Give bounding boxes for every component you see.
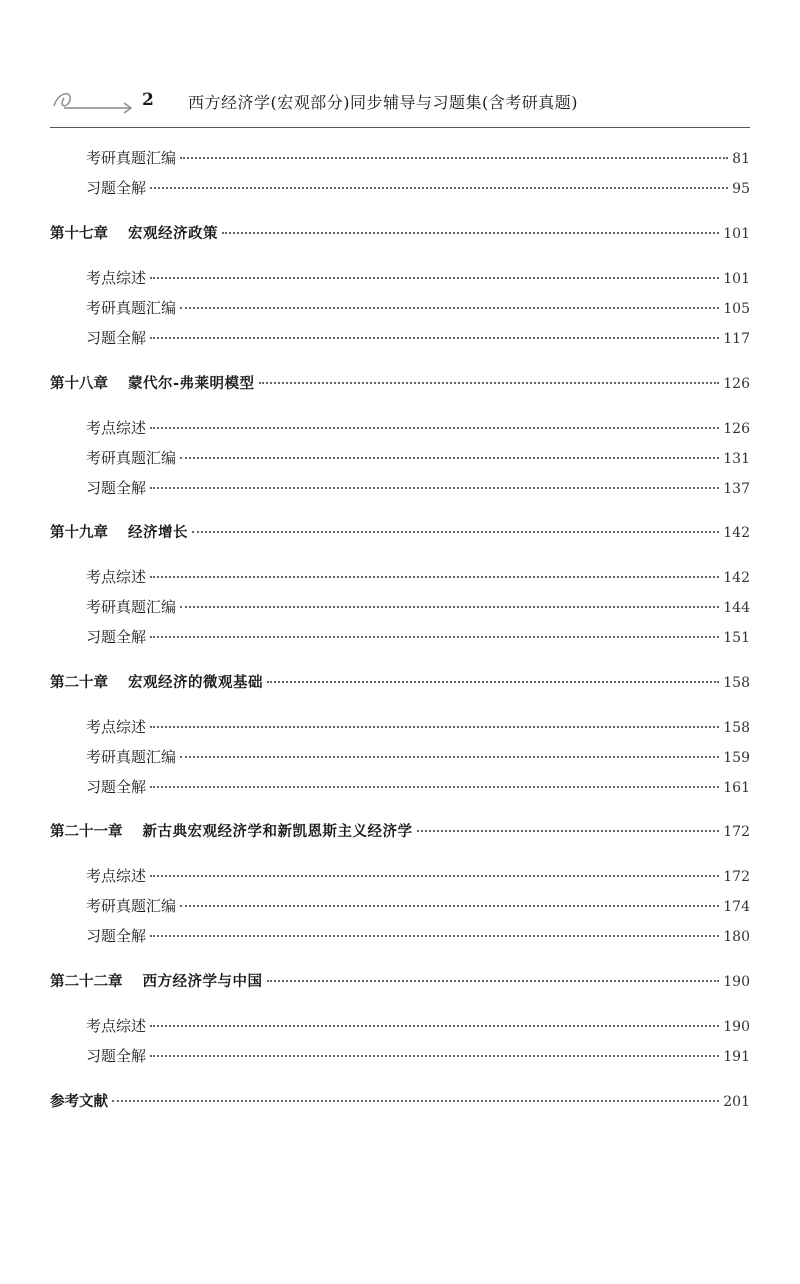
toc-entry[interactable]	[86, 925, 750, 947]
chapter-title: 宏观经济政策	[128, 226, 218, 242]
toc-entry-label: 考研真题汇编	[86, 449, 177, 467]
chapter-number: 第十九章	[50, 525, 108, 541]
dot-leader	[417, 830, 720, 832]
toc-entry-label: 考研真题汇编	[86, 897, 177, 915]
toc-entry[interactable]	[86, 865, 750, 887]
toc-page-number: 190	[723, 1019, 750, 1035]
chapter-number: 第二十二章	[50, 974, 123, 990]
dot-leader	[150, 487, 719, 489]
dot-leader	[150, 636, 719, 638]
dot-leader	[150, 1025, 719, 1027]
toc-page-number: 101	[723, 226, 750, 242]
toc-entry[interactable]	[86, 895, 750, 917]
dot-leader	[267, 980, 720, 982]
toc-page-number: 172	[723, 824, 750, 840]
toc-entry-label: 习题全解	[86, 179, 147, 197]
dot-leader	[180, 606, 719, 608]
chapter-title: 新古典宏观经济学和新凯恩斯主义经济学	[142, 824, 413, 840]
toc-entry-label: 考研真题汇编	[86, 299, 177, 317]
chapter-number: 第十七章	[50, 226, 108, 242]
chapter-number: 第二十一章	[50, 824, 123, 840]
chapter-number: 第十八章	[50, 376, 108, 392]
chapter-title: 宏观经济的微观基础	[128, 675, 263, 691]
toc-entry-label: 考点综述	[86, 867, 147, 885]
dot-leader	[180, 756, 719, 758]
toc-page-number: 174	[723, 899, 750, 915]
toc-entry[interactable]	[86, 626, 750, 648]
dot-leader	[267, 681, 719, 683]
dot-leader	[192, 531, 719, 533]
running-title: 西方经济学(宏观部分)同步辅导与习题集(含考研真题)	[188, 93, 578, 112]
toc-page-number: 190	[723, 974, 750, 990]
toc-entry-label: 习题全解	[86, 628, 147, 646]
toc-entry-label: 考研真题汇编	[86, 149, 177, 167]
toc-page-number: 191	[723, 1049, 750, 1065]
chapter-title: 蒙代尔-弗莱明模型	[128, 376, 255, 392]
dot-leader	[150, 427, 719, 429]
chapter-title: 经济增长	[128, 525, 188, 541]
toc-entry[interactable]	[86, 177, 750, 199]
arrow-ornament-icon	[50, 86, 140, 114]
toc-entry[interactable]	[86, 596, 750, 618]
toc-entry[interactable]	[86, 417, 750, 439]
toc-chapter[interactable]	[50, 222, 750, 244]
dot-leader	[180, 457, 719, 459]
toc-entry[interactable]	[86, 566, 750, 588]
toc-page-number: 131	[723, 451, 750, 467]
dot-leader	[150, 337, 719, 339]
toc-chapter[interactable]	[50, 820, 750, 842]
toc-page-number: 159	[723, 750, 750, 766]
toc-page-number: 180	[723, 929, 750, 945]
dot-leader	[180, 157, 728, 159]
toc-chapter[interactable]	[50, 970, 750, 992]
toc-entry-label: 考点综述	[86, 269, 147, 287]
toc-entry[interactable]	[86, 267, 750, 289]
dot-leader	[180, 307, 719, 309]
toc-entry-label: 习题全解	[86, 927, 147, 945]
toc-page-number: 142	[723, 570, 750, 586]
toc-chapter[interactable]	[50, 671, 750, 693]
chapter-title: 西方经济学与中国	[142, 974, 263, 990]
toc-entry-label: 习题全解	[86, 479, 147, 497]
dot-leader	[150, 1055, 719, 1057]
references-title: 参考文献	[50, 1094, 108, 1110]
dot-leader	[222, 232, 719, 234]
toc-chapter[interactable]	[50, 372, 750, 394]
toc-entry-label: 考研真题汇编	[86, 598, 177, 616]
toc-page-number: 172	[723, 869, 750, 885]
toc-entry[interactable]	[86, 716, 750, 738]
toc-entry[interactable]	[86, 1015, 750, 1037]
toc-entry-label: 考点综述	[86, 419, 147, 437]
toc-entry[interactable]	[86, 776, 750, 798]
toc-page-number: 101	[723, 271, 750, 287]
dot-leader	[150, 726, 719, 728]
dot-leader	[150, 875, 719, 877]
toc-page-number: 142	[723, 525, 750, 541]
header-rule	[50, 127, 750, 128]
toc-page-number: 151	[723, 630, 750, 646]
toc-page-number: 161	[723, 780, 750, 796]
dot-leader	[150, 935, 719, 937]
toc-entry-label: 考研真题汇编	[86, 748, 177, 766]
toc-entry-label: 习题全解	[86, 778, 147, 796]
toc-page-number: 201	[723, 1094, 750, 1110]
toc-entry[interactable]	[86, 746, 750, 768]
toc-page-number: 105	[723, 301, 750, 317]
toc-entry[interactable]	[86, 447, 750, 469]
toc-page-number: 158	[723, 675, 750, 691]
toc-entry[interactable]	[86, 147, 750, 169]
toc-entry-label: 考点综述	[86, 568, 147, 586]
page-header	[50, 78, 750, 130]
dot-leader	[150, 187, 728, 189]
toc-chapter[interactable]	[50, 521, 750, 543]
page-number: 2	[142, 90, 154, 110]
toc-entry[interactable]	[86, 1045, 750, 1067]
chapter-number: 第二十章	[50, 675, 108, 691]
toc-page-number: 126	[723, 421, 750, 437]
toc-page-number: 144	[723, 600, 750, 616]
dot-leader	[180, 905, 719, 907]
toc-entry-label: 考点综述	[86, 1017, 147, 1035]
toc-entry-label: 考点综述	[86, 718, 147, 736]
toc-page-number: 137	[723, 481, 750, 497]
toc-entry[interactable]	[86, 477, 750, 499]
dot-leader	[150, 786, 719, 788]
toc-entry-label: 习题全解	[86, 329, 147, 347]
toc-page-number: 126	[723, 376, 750, 392]
dot-leader	[259, 382, 720, 384]
toc-page-number: 158	[723, 720, 750, 736]
toc-entry-label: 习题全解	[86, 1047, 147, 1065]
toc-references[interactable]	[50, 1090, 750, 1112]
toc-page-number: 81	[732, 151, 750, 167]
toc-page-number: 95	[732, 181, 750, 197]
dot-leader	[112, 1100, 719, 1102]
dot-leader	[150, 576, 719, 578]
toc-page-number: 117	[723, 331, 750, 347]
toc-entry[interactable]	[86, 327, 750, 349]
dot-leader	[150, 277, 719, 279]
toc-entry[interactable]	[86, 297, 750, 319]
